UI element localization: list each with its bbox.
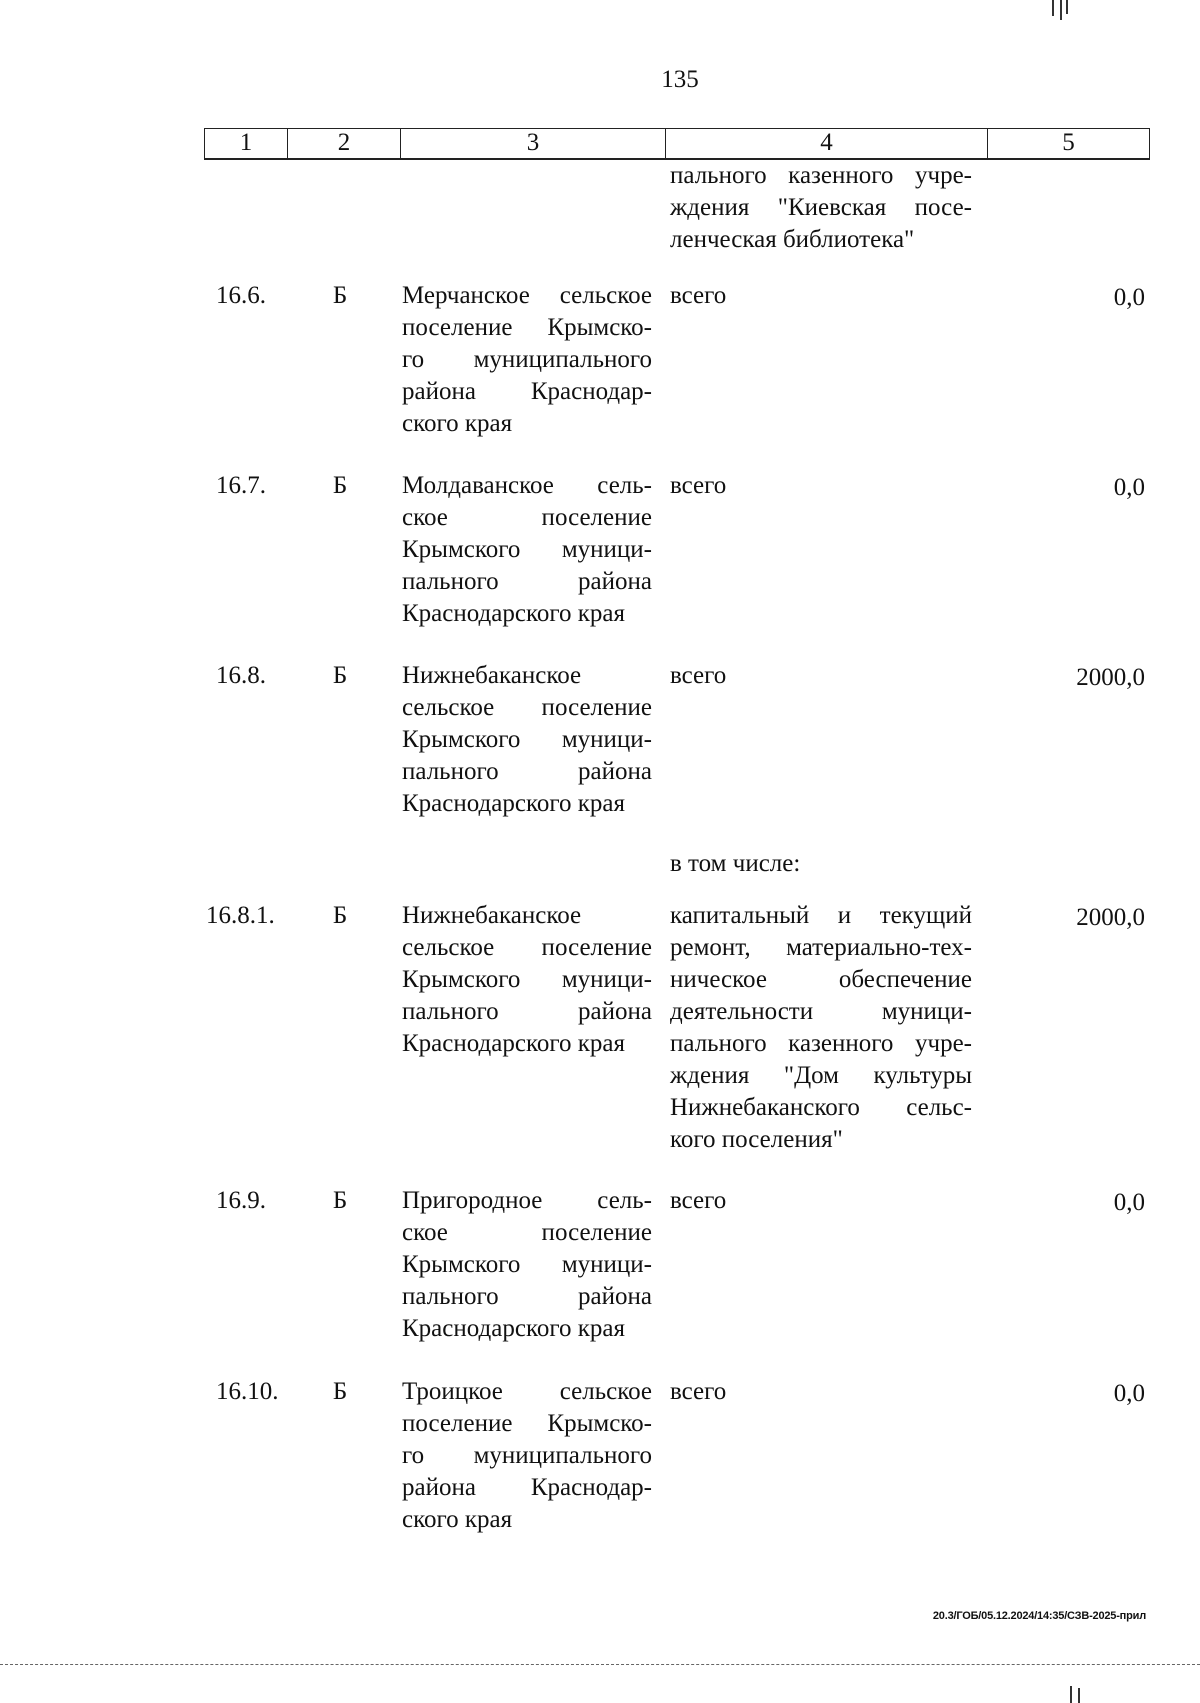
row-name-line: Краснодарского края (402, 790, 625, 817)
row-name-line: Мерчанское сельское (402, 282, 652, 309)
row-amount: 2000,0 (1076, 664, 1145, 691)
row-amount: 0,0 (1113, 1380, 1145, 1407)
row-description-line: ремонт, материально-тех- (670, 934, 972, 961)
row-code: Б (332, 1378, 348, 1405)
row-number (204, 900, 294, 932)
row-description (670, 470, 972, 502)
row-description (670, 660, 972, 692)
row-amount: 0,0 (1113, 474, 1145, 501)
row-description-line: капитальный и текущий (670, 902, 972, 929)
row-name-line: ское поселение (402, 1219, 652, 1246)
row-name (402, 900, 652, 1060)
row-description-line: в том числе: (670, 850, 801, 877)
bottom-rule (0, 1664, 1200, 1666)
row-name-line: ского края (402, 1506, 513, 1533)
row-amount: 0,0 (1113, 284, 1145, 311)
row-description-line: Нижнебаканского сельс- (670, 1094, 972, 1121)
row-name-line: пального района (402, 568, 652, 595)
row-description (670, 900, 972, 1156)
row-number (204, 1376, 294, 1408)
row-name-line: района Краснодар- (402, 378, 652, 405)
row-name (402, 1376, 652, 1536)
row-name-line: пального района (402, 998, 652, 1025)
row-description-line: всего (670, 1378, 727, 1405)
row-name-line: ского края (402, 410, 513, 437)
row-name (402, 1185, 652, 1345)
row-number-text: 16.8.1. (206, 902, 275, 929)
continuation-text-line: ленческая библиотека" (670, 226, 915, 253)
row-code: Б (332, 902, 348, 929)
row-name-line: района Краснодар- (402, 1474, 652, 1501)
row-description-line: деятельности муници- (670, 998, 972, 1025)
row-name-line: го муниципального (402, 346, 652, 373)
row-name-line: Крымского муници- (402, 536, 652, 563)
scan-mark (1078, 1688, 1080, 1703)
row-description (670, 1185, 972, 1217)
row-name-line: пального района (402, 758, 652, 785)
header-col-2: 2 (288, 129, 401, 158)
row-name-line: го муниципального (402, 1442, 652, 1469)
row-name-line: пального района (402, 1283, 652, 1310)
row-description (670, 280, 972, 312)
scan-mark (1070, 1686, 1072, 1703)
row-name-line: сельское поселение (402, 934, 652, 961)
row-description (670, 848, 972, 880)
row-description-line: пального казенного учре- (670, 1030, 972, 1057)
row-number-text: 16.9. (216, 1187, 266, 1214)
row-description-line: всего (670, 282, 727, 309)
row-number-text: 16.8. (216, 662, 266, 689)
header-col-3: 3 (401, 129, 666, 158)
row-name-line: Краснодарского края (402, 1030, 625, 1057)
row-name-line: поселение Крымско- (402, 314, 652, 341)
row-name-line: Краснодарского края (402, 1315, 625, 1342)
row-number-text: 16.7. (216, 472, 266, 499)
row-description-line: ническое обеспечение (670, 966, 972, 993)
scan-mark (1052, 0, 1054, 16)
row-name-line: Пригородное сель- (402, 1187, 652, 1214)
row-number (204, 660, 294, 692)
row-description-line: всего (670, 662, 727, 689)
row-description (670, 1376, 972, 1408)
row-number-text: 16.6. (216, 282, 266, 309)
row-code: Б (332, 662, 348, 689)
continuation-text-line: ждения "Киевская посе- (670, 194, 972, 221)
row-name (402, 280, 652, 440)
row-code: Б (332, 282, 348, 309)
row-number (204, 1185, 294, 1217)
row-number (204, 280, 294, 312)
header-col-5: 5 (1062, 129, 1075, 156)
row-number-text: 16.10. (216, 1378, 279, 1405)
row-name-line: Нижнебаканское (402, 662, 582, 689)
row-name-line: Троицкое сельское (402, 1378, 652, 1405)
row-description-line: всего (670, 472, 727, 499)
page-number: 135 (661, 66, 699, 93)
continuation-text (670, 160, 972, 256)
row-amount: 0,0 (1113, 1189, 1145, 1216)
row-name-line: Нижнебаканское (402, 902, 582, 929)
row-name-line: Краснодарского края (402, 600, 625, 627)
scan-mark (1066, 0, 1068, 14)
row-name-line: ское поселение (402, 504, 652, 531)
scan-mark (1060, 0, 1062, 20)
row-code: Б (332, 1187, 348, 1214)
row-description-line: кого поселения" (670, 1126, 843, 1153)
continuation-text-line: пального казенного учре- (670, 162, 972, 189)
row-name-line: Крымского муници- (402, 966, 652, 993)
row-name (402, 470, 652, 630)
row-name (402, 660, 652, 820)
row-description-line: всего (670, 1187, 727, 1214)
header-col-4: 4 (666, 129, 988, 158)
row-name-line: Молдаванское сель- (402, 472, 652, 499)
row-amount: 2000,0 (1076, 904, 1145, 931)
row-name-line: поселение Крымско- (402, 1410, 652, 1437)
row-name-line: Крымского муници- (402, 1251, 652, 1278)
footer-document-code: 20.3/ГОБ/05.12.2024/14:35/СЗВ-2025-прил (932, 1610, 1146, 1622)
row-name-line: сельское поселение (402, 694, 652, 721)
row-name-line: Крымского муници- (402, 726, 652, 753)
row-description-line: ждения "Дом культуры (670, 1062, 972, 1089)
header-col-1: 1 (205, 129, 288, 158)
table-header-row (204, 128, 1150, 160)
row-code: Б (332, 472, 348, 499)
row-number (204, 470, 294, 502)
